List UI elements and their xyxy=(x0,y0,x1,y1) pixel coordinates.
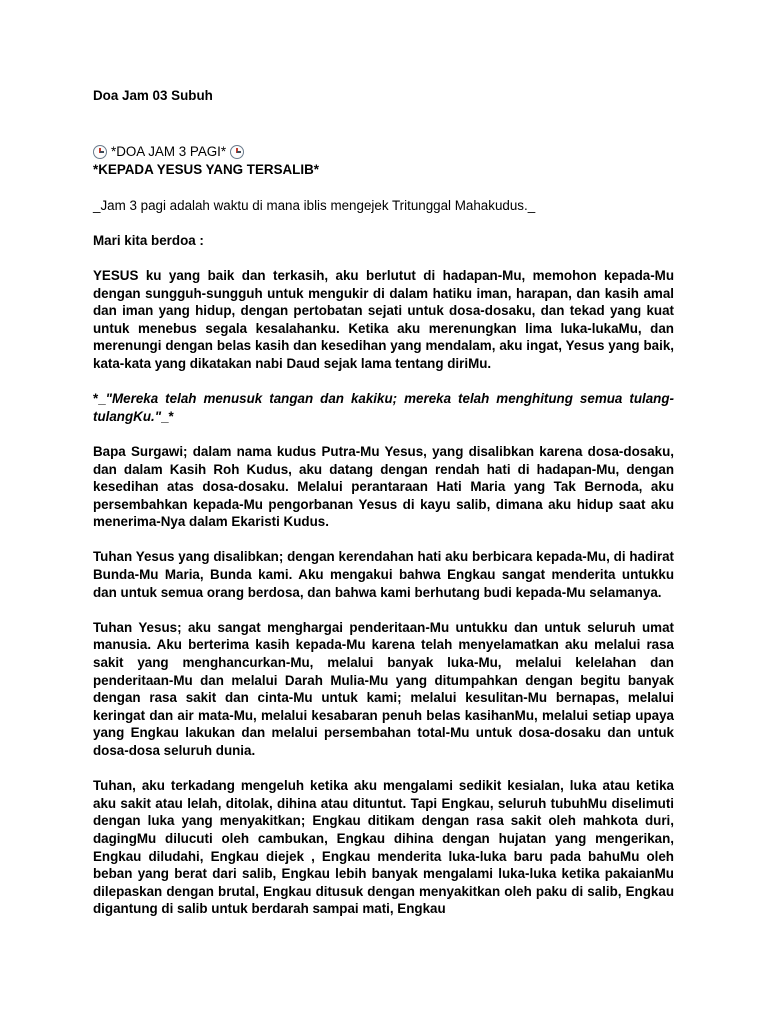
spacer xyxy=(93,531,674,549)
clock-icon xyxy=(93,145,107,159)
spacer xyxy=(93,249,674,267)
quote-suffix: _* xyxy=(161,408,174,424)
prayer-subheading: *KEPADA YESUS YANG TERSALIB* xyxy=(93,162,319,177)
paragraph-4: Tuhan Yesus; aku sangat menghargai penderitaan-Mu untukku dan untuk seluruh umat manusia. Aku berterima kasih kepada-Mu karena telah menyelamatkan aku melalui rasa sakit yang menghancurkan-Mu, melalui banyak luka-Mu, melalui kelelahan dan penderitaan-Mu dan melalui Darah Mulia-Mu yang ditumpahkan dengan begitu banyak dengan rasa sakit dan cinta-Mu untuk kami; melalui kesulitan-Mu bernapas, melalui keringat dan air mata-Mu, melalui kesabaran penuh belas kasihanMu, melalui setiap upaya yang Engkau lakukan dan melalui persembahan total-Mu untuk dosa-dosaku dan untuk dosa-dosa seluruh dunia. xyxy=(93,619,674,758)
paragraph-1: YESUS ku yang baik dan terkasih, aku berlutut di hadapan-Mu, memohon kepada-Mu dengan sungguh-sungguh untuk mengukir di dalam hatiku iman, harapan, dan kasih amal dan iman yang hidup, dengan pertobatan sejati untuk dosa-dosaku, dan tekad yang kuat untuk menebus segala kesalahanku. Ketika aku merenungkan lima luka-lukaMu, dan merenungi dengan belas kasih dan kesedihan yang mendalam, aku ingat, Yesus yang baik, kata-kata yang dikatakan nabi Daud sejak lama tentang diriMu. xyxy=(93,267,674,371)
quote-text: "Mereka telah menusuk tangan dan kakiku; mereka telah menghitung semua tulang-tulangKu." xyxy=(93,391,674,424)
spacer xyxy=(93,601,674,619)
spacer xyxy=(93,760,674,778)
document-page xyxy=(93,87,674,918)
prayer-heading xyxy=(93,143,674,161)
intro-note: _Jam 3 pagi adalah waktu di mana iblis mengejek Tritunggal Mahakudus._ xyxy=(93,197,536,213)
paragraph-2: Bapa Surgawi; dalam nama kudus Putra-Mu Yesus, yang disalibkan karena dosa-dosaku, dan dalam Kasih Roh Kudus, aku datang dengan rendah hati di hadapan-Mu, dengan kesedihan atas dosa-dosaku. Melalui perantaraan Hati Maria yang Tak Bernoda, aku persembahkan kepada-Mu pengorbanan Yesus di kayu salib, dimana aku hidup saat aku menerima-Nya dalam Ekaristi Kudus. xyxy=(93,443,674,530)
clock-icon xyxy=(230,145,244,159)
document-title: Doa Jam 03 Subuh xyxy=(93,88,213,103)
paragraph-3: Tuhan Yesus yang disalibkan; dengan kerendahan hati aku berbicara kepada-Mu, di hadirat Bunda-Mu Maria, Bunda kami. Aku mengakui bahwa Engkau sangat menderita untukku dan untuk semua orang berdosa, dan bahwa kami berhutang budi kepada-Mu selamanya. xyxy=(93,549,674,600)
paragraph-5: Tuhan, aku terkadang mengeluh ketika aku mengalami sedikit kesialan, luka atau ketika aku sakit atau lelah, ditolak, dihina atau dituntut. Tapi Engkau, seluruh tubuhMu diselimuti dengan luka yang menyakitkan; Engkau ditikam dengan rasa sakit oleh mahkota duri, dagingMu dilucuti oleh cambukan, Engkau dihina dengan hujatan yang mengerikan, Engkau diludahi, Engkau diejek , Engkau menderita luka-luka baru pada bahuMu oleh beban yang berat dari salib, Engkau lebih banyak mengalami luka-luka ketika pakaianMu dilepaskan dengan brutal, Engkau ditusuk dengan menyakitkan oleh paku di salib, Engkau digantung di salib untuk berdarah sampai mati, Engkau xyxy=(93,778,674,917)
prayer-heading-text: *DOA JAM 3 PAGI* xyxy=(111,144,227,160)
scripture-quote xyxy=(93,390,674,425)
spacer xyxy=(93,373,674,391)
quote-prefix: *_ xyxy=(93,391,106,407)
invitation-line: Mari kita berdoa : xyxy=(93,232,204,248)
spacer xyxy=(93,179,674,197)
spacer xyxy=(93,105,674,143)
spacer xyxy=(93,214,674,232)
spacer xyxy=(93,425,674,443)
